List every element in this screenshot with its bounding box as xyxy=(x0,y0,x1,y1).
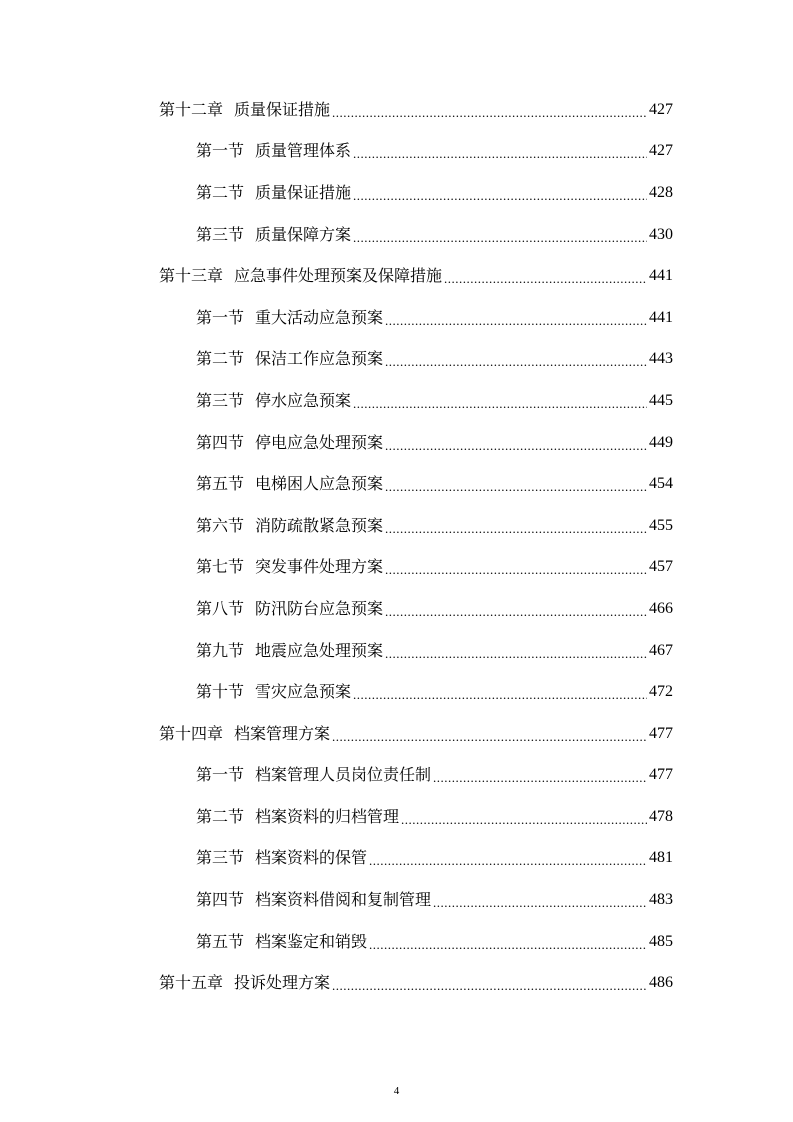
dot-leader xyxy=(385,311,647,331)
toc-chapter-row[interactable] xyxy=(159,962,673,1004)
toc-entry-title: 突发事件处理方案 xyxy=(255,557,384,577)
dot-leader xyxy=(353,186,647,206)
toc-chapter-row[interactable] xyxy=(159,89,673,131)
toc-entry-title: 重大活动应急预案 xyxy=(255,307,384,327)
toc-entry-title: 质量管理体系 xyxy=(255,141,352,161)
toc-entry-number: 第四节 xyxy=(196,432,245,452)
toc-entry-title: 档案资料的归档管理 xyxy=(255,806,400,826)
toc-entry-number: 第十四章 xyxy=(159,723,224,743)
toc-entry-number: 第八节 xyxy=(196,598,245,618)
dot-leader xyxy=(385,602,647,622)
toc-entry-title: 雪灾应急预案 xyxy=(255,682,352,702)
toc-entry-number: 第一节 xyxy=(196,765,245,785)
dot-leader xyxy=(385,477,647,497)
toc-entry-number: 第三节 xyxy=(196,390,245,410)
page-number: 4 xyxy=(393,1085,400,1097)
toc-entry-title: 投诉处理方案 xyxy=(234,973,331,993)
toc-page-number: 445 xyxy=(649,391,673,409)
toc-entry-number: 第二节 xyxy=(196,182,245,202)
table-of-contents xyxy=(0,89,793,1004)
toc-entry-title: 质量保障方案 xyxy=(255,224,352,244)
toc-page-number: 485 xyxy=(649,932,673,950)
dot-leader xyxy=(332,103,647,123)
dot-leader xyxy=(353,228,647,248)
toc-section-row[interactable] xyxy=(196,505,673,547)
dot-leader xyxy=(385,519,647,539)
dot-leader xyxy=(369,851,647,871)
toc-section-row[interactable] xyxy=(196,796,673,838)
dot-leader xyxy=(353,685,647,705)
toc-entry-title: 档案管理方案 xyxy=(234,723,331,743)
toc-page-number: 455 xyxy=(649,516,673,534)
toc-section-row[interactable] xyxy=(196,380,673,422)
toc-entry-number: 第十节 xyxy=(196,682,245,702)
toc-entry-title: 停电应急处理预案 xyxy=(255,432,384,452)
toc-section-row[interactable] xyxy=(196,630,673,672)
toc-entry-title: 档案资料的保管 xyxy=(255,848,368,868)
toc-entry-number: 第九节 xyxy=(196,640,245,660)
toc-page-number: 454 xyxy=(649,475,673,493)
toc-page-number: 427 xyxy=(649,100,673,118)
toc-page-number: 443 xyxy=(649,350,673,368)
toc-page-number: 483 xyxy=(649,891,673,909)
toc-page-number: 486 xyxy=(649,974,673,992)
toc-section-row[interactable] xyxy=(196,297,673,339)
toc-entry-number: 第五节 xyxy=(196,474,245,494)
dot-leader xyxy=(369,935,647,955)
toc-entry-number: 第四节 xyxy=(196,890,245,910)
toc-entry-title: 电梯困人应急预案 xyxy=(255,474,384,494)
toc-page-number: 457 xyxy=(649,558,673,576)
toc-section-row[interactable] xyxy=(196,172,673,214)
toc-section-row[interactable] xyxy=(196,131,673,173)
toc-chapter-row[interactable] xyxy=(159,713,673,755)
toc-page-number: 478 xyxy=(649,807,673,825)
toc-entry-number: 第七节 xyxy=(196,557,245,577)
toc-entry-number: 第六节 xyxy=(196,515,245,535)
toc-section-row[interactable] xyxy=(196,547,673,589)
dot-leader xyxy=(401,810,647,830)
toc-entry-number: 第三节 xyxy=(196,848,245,868)
toc-page-number: 481 xyxy=(649,849,673,867)
toc-entry-number: 第十五章 xyxy=(159,973,224,993)
toc-entry-number: 第一节 xyxy=(196,307,245,327)
dot-leader xyxy=(332,976,647,996)
toc-entry-title: 停水应急预案 xyxy=(255,390,352,410)
toc-page-number: 449 xyxy=(649,433,673,451)
toc-entry-number: 第二节 xyxy=(196,349,245,369)
toc-section-row[interactable] xyxy=(196,755,673,797)
toc-entry-number: 第五节 xyxy=(196,931,245,951)
dot-leader xyxy=(353,394,647,414)
dot-leader xyxy=(433,893,647,913)
toc-entry-title: 保洁工作应急预案 xyxy=(255,349,384,369)
toc-entry-number: 第十三章 xyxy=(159,266,224,286)
toc-page-number: 441 xyxy=(649,267,673,285)
toc-section-row[interactable] xyxy=(196,463,673,505)
toc-page-number: 466 xyxy=(649,599,673,617)
toc-entry-number: 第十二章 xyxy=(159,99,224,119)
toc-entry-number: 第三节 xyxy=(196,224,245,244)
toc-page-number: 430 xyxy=(649,225,673,243)
toc-section-row[interactable] xyxy=(196,671,673,713)
toc-entry-number: 第一节 xyxy=(196,141,245,161)
toc-page-number: 428 xyxy=(649,183,673,201)
toc-page-number: 477 xyxy=(649,724,673,742)
toc-chapter-row[interactable] xyxy=(159,255,673,297)
toc-page-number: 441 xyxy=(649,308,673,326)
toc-entry-title: 消防疏散紧急预案 xyxy=(255,515,384,535)
toc-section-row[interactable] xyxy=(196,422,673,464)
toc-page-number: 427 xyxy=(649,142,673,160)
toc-entry-title: 档案管理人员岗位责任制 xyxy=(255,765,432,785)
toc-entry-title: 质量保证措施 xyxy=(255,182,352,202)
dot-leader xyxy=(332,727,647,747)
toc-entry-title: 档案鉴定和销毁 xyxy=(255,931,368,951)
toc-entry-title: 防汛防台应急预案 xyxy=(255,598,384,618)
toc-section-row[interactable] xyxy=(196,838,673,880)
toc-entry-title: 应急事件处理预案及保障措施 xyxy=(234,266,443,286)
toc-entry-title: 质量保证措施 xyxy=(234,99,331,119)
dot-leader xyxy=(385,352,647,372)
toc-section-row[interactable] xyxy=(196,214,673,256)
toc-entry-title: 档案资料借阅和复制管理 xyxy=(255,890,432,910)
dot-leader xyxy=(353,144,647,164)
toc-entry-number: 第二节 xyxy=(196,806,245,826)
toc-page-number: 467 xyxy=(649,641,673,659)
toc-page-number: 477 xyxy=(649,766,673,784)
toc-entry-title: 地震应急处理预案 xyxy=(255,640,384,660)
toc-section-row[interactable] xyxy=(196,921,673,963)
toc-section-row[interactable] xyxy=(196,339,673,381)
toc-section-row[interactable] xyxy=(196,879,673,921)
dot-leader xyxy=(433,768,647,788)
dot-leader xyxy=(385,644,647,664)
dot-leader xyxy=(444,269,647,289)
dot-leader xyxy=(385,560,647,580)
toc-section-row[interactable] xyxy=(196,588,673,630)
toc-page-number: 472 xyxy=(649,683,673,701)
dot-leader xyxy=(385,436,647,456)
